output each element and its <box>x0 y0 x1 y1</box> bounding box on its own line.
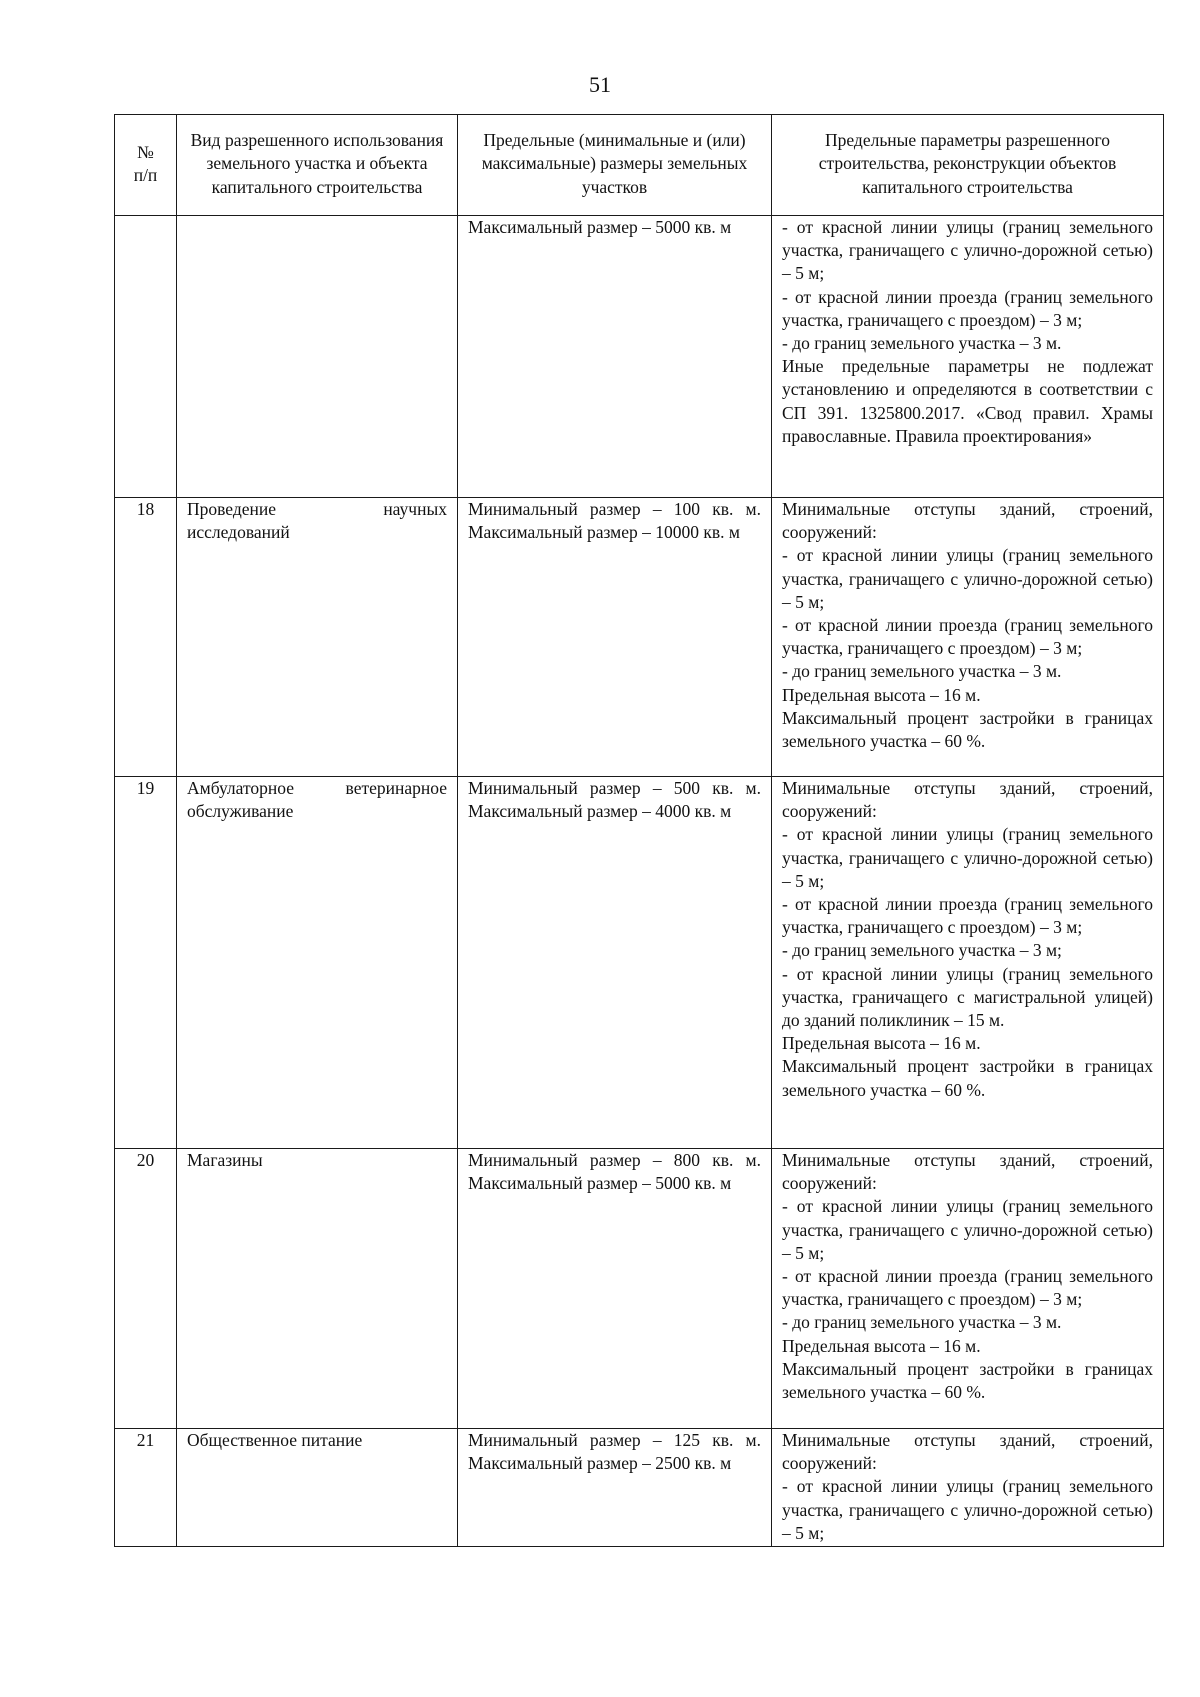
row-plot-size: Минимальный размер – 125 кв. м. Максимальный размер – 2500 кв. м <box>458 1429 772 1547</box>
row-plot-size: Минимальный размер – 500 кв. м. Максимальный размер – 4000 кв. м <box>458 777 772 1149</box>
header-num: № п/п <box>115 115 177 216</box>
page-number: 51 <box>589 72 611 97</box>
row-construction-params <box>772 1429 1164 1547</box>
row-plot-size: Минимальный размер – 100 кв. м. Максимальный размер – 10000 кв. м <box>458 498 772 777</box>
row-number: 20 <box>115 1149 177 1429</box>
land-use-parameters-table <box>114 114 1164 1547</box>
table-body <box>115 216 1164 1547</box>
row-number <box>115 216 177 498</box>
param-line: - от красной линии проезда (границ земельного участка, граничащего с проездом) – 3 м; <box>782 1266 1153 1310</box>
table-row <box>115 498 1164 777</box>
param-line: - от красной линии улицы (границ земельного участка, граничащего с улично-дорожной сетью) – 5 м; <box>782 1476 1153 1543</box>
row-use-kind: Общественное питание <box>177 1429 458 1547</box>
table-row <box>115 1429 1164 1547</box>
row-construction-params <box>772 498 1164 777</box>
param-line: - от красной линии проезда (границ земельного участка, граничащего с проездом) – 3 м; <box>782 894 1153 938</box>
param-line: Предельная высота – 16 м. <box>782 1033 981 1054</box>
param-line: Минимальные отступы зданий, строений, сооружений: <box>782 499 1153 543</box>
param-line: Минимальные отступы зданий, строений, сооружений: <box>782 1430 1153 1474</box>
param-line: - от красной линии улицы (границ земельного участка, граничащего с улично-дорожной сетью) – 5 м; <box>782 1196 1153 1263</box>
row-use-kind <box>177 216 458 498</box>
table-header <box>115 115 1164 216</box>
param-line: - до границ земельного участка – 3 м. <box>782 1312 1062 1333</box>
header-params: Предельные параметры разрешенного строительства, реконструкции объектов капитального строительства <box>772 115 1164 216</box>
row-construction-params <box>772 1149 1164 1429</box>
row-use-kind: Проведение научных исследований <box>177 498 458 777</box>
param-line: Минимальные отступы зданий, строений, сооружений: <box>782 1150 1153 1194</box>
param-line: Минимальные отступы зданий, строений, сооружений: <box>782 778 1153 822</box>
table-row <box>115 216 1164 498</box>
param-line: - от красной линии проезда (границ земельного участка, граничащего с проездом) – 3 м; <box>782 615 1153 659</box>
table-row <box>115 777 1164 1149</box>
row-construction-params <box>772 777 1164 1149</box>
header-kind: Вид разрешенного использования земельного участка и объекта капитального строительства <box>177 115 458 216</box>
param-line: Иные предельные параметры не подлежат установлению и определяются в соответствии с СП 391. 1325800.2017. «Свод правил. Храмы православные. Правила проектирования» <box>782 356 1153 446</box>
header-size: Предельные (минимальные и (или) максимальные) размеры земельных участков <box>458 115 772 216</box>
param-line: - до границ земельного участка – 3 м; <box>782 940 1062 961</box>
param-line: - до границ земельного участка – 3 м. <box>782 661 1062 682</box>
row-number: 19 <box>115 777 177 1149</box>
row-number: 18 <box>115 498 177 777</box>
table-row <box>115 1149 1164 1429</box>
param-line: - до границ земельного участка – 3 м. <box>782 333 1062 354</box>
header-row <box>115 115 1164 216</box>
param-line: Максимальный процент застройки в границах земельного участка – 60 %. <box>782 1056 1153 1100</box>
row-construction-params <box>772 216 1164 498</box>
param-line: Максимальный процент застройки в границах земельного участка – 60 %. <box>782 707 1153 752</box>
row-plot-size: Минимальный размер – 800 кв. м. Максимальный размер – 5000 кв. м <box>458 1149 772 1429</box>
param-line: Максимальный процент застройки в границах земельного участка – 60 %. <box>782 1358 1153 1403</box>
param-line: Предельная высота – 16 м. <box>782 1335 981 1356</box>
param-line: - от красной линии улицы (границ земельного участка, граничащего с улично-дорожной сетью) – 5 м; <box>782 824 1153 891</box>
param-line: - от красной линии улицы (границ земельного участка, граничащего с магистральной улицей) до зданий поликлиник – 15 м. <box>782 963 1153 1031</box>
param-line: - от красной линии проезда (границ земельного участка, граничащего с проездом) – 3 м; <box>782 286 1153 330</box>
param-line: Предельная высота – 16 м. <box>782 684 981 705</box>
row-number: 21 <box>115 1429 177 1547</box>
row-use-kind: Амбулаторное ветеринарное обслуживание <box>177 777 458 1149</box>
row-plot-size: Максимальный размер – 5000 кв. м <box>458 216 772 498</box>
param-line: - от красной линии улицы (границ земельного участка, граничащего с улично-дорожной сетью) – 5 м; <box>782 217 1153 284</box>
row-use-kind: Магазины <box>177 1149 458 1429</box>
param-line: - от красной линии улицы (границ земельного участка, граничащего с улично-дорожной сетью) – 5 м; <box>782 545 1153 612</box>
